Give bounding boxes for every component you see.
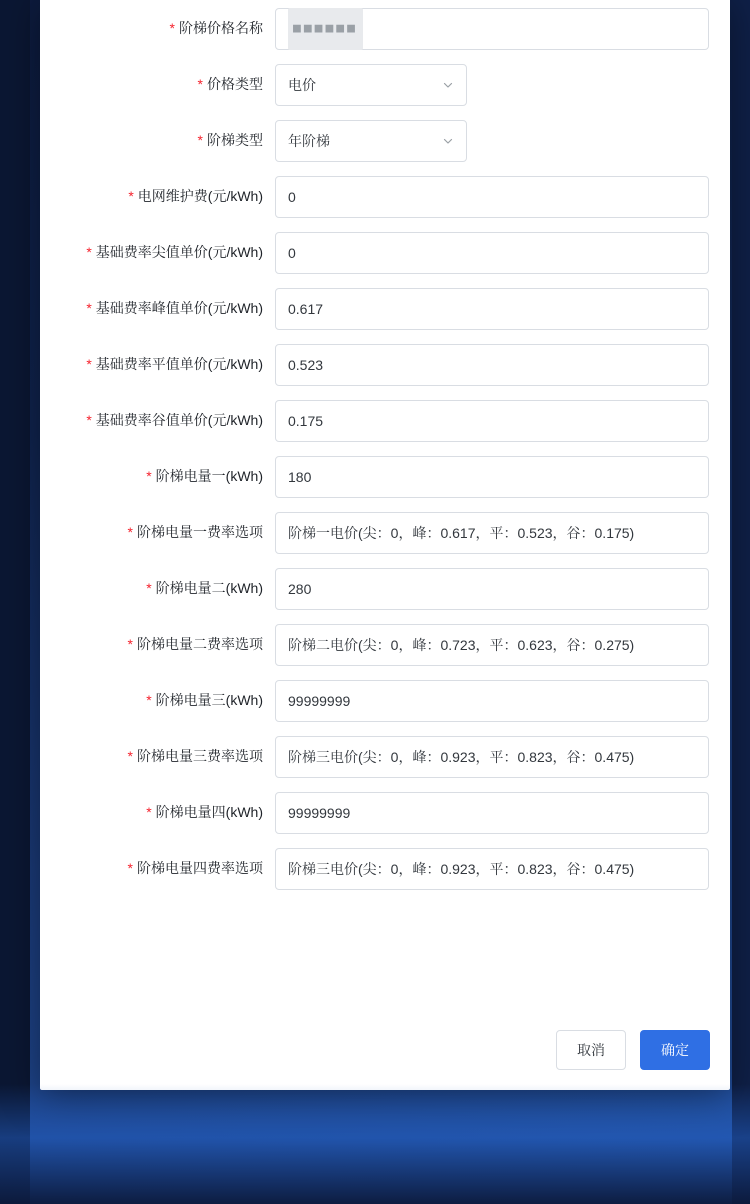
- field-control: [275, 176, 710, 218]
- field-value: ■■■■■■: [288, 8, 363, 50]
- confirm-button[interactable]: 确定: [640, 1030, 710, 1070]
- required-mark: *: [146, 692, 152, 708]
- page-backdrop-right: [732, 0, 750, 1204]
- field-label-text: 阶梯电量二(kWh): [155, 580, 263, 596]
- form-row: [40, 8, 730, 50]
- stepped-price-dialog: [40, 0, 730, 1090]
- field-control: [275, 232, 710, 274]
- field-control: [275, 792, 710, 834]
- text-field[interactable]: [275, 624, 709, 666]
- field-value: 阶梯二电价(尖：0，峰：0.723，平：0.623，谷：0.275): [288, 637, 635, 653]
- field-value: 阶梯一电价(尖：0，峰：0.617，平：0.523，谷：0.175): [288, 525, 635, 541]
- chevron-down-icon[interactable]: [442, 135, 454, 147]
- field-value: 0: [288, 189, 296, 205]
- field-label: [40, 8, 275, 48]
- form-row: [40, 624, 730, 666]
- field-control: [275, 680, 710, 722]
- field-label-text: 阶梯电量二费率选项: [137, 636, 263, 652]
- form-row: [40, 680, 730, 722]
- form-row: [40, 456, 730, 498]
- field-label-text: 基础费率峰值单价(元/kWh): [95, 300, 263, 316]
- field-label: [40, 176, 275, 216]
- required-mark: *: [86, 300, 92, 316]
- required-mark: *: [86, 356, 92, 372]
- text-field[interactable]: [275, 680, 709, 722]
- text-field[interactable]: [275, 288, 709, 330]
- text-field[interactable]: [275, 232, 709, 274]
- field-control: [275, 288, 710, 330]
- field-control: [275, 8, 710, 50]
- select-field[interactable]: [275, 64, 467, 106]
- form-row: [40, 512, 730, 554]
- required-mark: *: [127, 636, 133, 652]
- field-control: [275, 456, 710, 498]
- field-label-text: 阶梯电量三费率选项: [137, 748, 263, 764]
- field-value: 180: [288, 469, 312, 485]
- text-field[interactable]: [275, 568, 709, 610]
- form-row: [40, 64, 730, 106]
- form-row: [40, 176, 730, 218]
- field-label: [40, 568, 275, 608]
- field-control: [275, 512, 710, 554]
- required-mark: *: [197, 76, 203, 92]
- field-label: [40, 792, 275, 832]
- field-value: 0: [288, 245, 296, 261]
- field-value: 阶梯三电价(尖：0，峰：0.923，平：0.823，谷：0.475): [288, 861, 635, 877]
- field-control: [275, 400, 710, 442]
- field-label-text: 阶梯电量一(kWh): [155, 468, 263, 484]
- required-mark: *: [146, 804, 152, 820]
- field-label: [40, 848, 275, 888]
- field-label-text: 基础费率平值单价(元/kWh): [95, 356, 263, 372]
- cancel-button[interactable]: 取消: [556, 1030, 626, 1070]
- stepped-price-form: [40, 0, 730, 890]
- required-mark: *: [127, 860, 133, 876]
- field-value: 年阶梯: [288, 133, 330, 149]
- required-mark: *: [86, 244, 92, 260]
- field-label-text: 电网维护费(元/kWh): [137, 188, 263, 204]
- field-control: [275, 624, 710, 666]
- field-value: 99999999: [288, 693, 351, 709]
- page-backdrop-left: [0, 0, 30, 1204]
- field-label: [40, 400, 275, 440]
- field-label: [40, 288, 275, 328]
- field-value: 0.617: [288, 301, 324, 317]
- text-field[interactable]: [275, 736, 709, 778]
- field-value: 0.523: [288, 357, 324, 373]
- field-value: 280: [288, 581, 312, 597]
- field-label-text: 阶梯价格名称: [179, 20, 263, 36]
- required-mark: *: [146, 468, 152, 484]
- field-label: [40, 680, 275, 720]
- form-row: [40, 736, 730, 778]
- form-row: [40, 288, 730, 330]
- field-label: [40, 232, 275, 272]
- form-row: [40, 120, 730, 162]
- field-control: [275, 64, 710, 106]
- field-label-text: 阶梯电量四(kWh): [155, 804, 263, 820]
- required-mark: *: [197, 132, 203, 148]
- field-value: 电价: [288, 77, 316, 93]
- required-mark: *: [86, 412, 92, 428]
- form-row: [40, 400, 730, 442]
- text-field[interactable]: [275, 848, 709, 890]
- field-label: [40, 512, 275, 552]
- text-field[interactable]: [275, 792, 709, 834]
- text-field[interactable]: [275, 176, 709, 218]
- field-control: [275, 568, 710, 610]
- field-control: [275, 736, 710, 778]
- field-control: [275, 344, 710, 386]
- field-label-text: 价格类型: [207, 76, 263, 92]
- field-control: [275, 120, 710, 162]
- required-mark: *: [169, 20, 175, 36]
- select-field[interactable]: [275, 120, 467, 162]
- required-mark: *: [128, 188, 134, 204]
- field-label: [40, 624, 275, 664]
- field-label-text: 基础费率尖值单价(元/kWh): [95, 244, 263, 260]
- chevron-down-icon[interactable]: [442, 79, 454, 91]
- page-glow: [0, 1084, 750, 1204]
- field-label: [40, 120, 275, 160]
- text-field[interactable]: [275, 512, 709, 554]
- form-row: [40, 232, 730, 274]
- field-label-text: 阶梯电量三(kWh): [155, 692, 263, 708]
- required-mark: *: [127, 524, 133, 540]
- field-control: [275, 848, 710, 890]
- field-label: [40, 344, 275, 384]
- field-label-text: 阶梯电量一费率选项: [137, 524, 263, 540]
- form-row: [40, 792, 730, 834]
- field-value: 0.175: [288, 413, 324, 429]
- form-row: [40, 568, 730, 610]
- text-field[interactable]: [275, 400, 709, 442]
- text-field[interactable]: [275, 344, 709, 386]
- field-value: 99999999: [288, 805, 351, 821]
- form-row: [40, 344, 730, 386]
- field-label: [40, 456, 275, 496]
- text-field[interactable]: [275, 456, 709, 498]
- required-mark: *: [146, 580, 152, 596]
- field-value: 阶梯三电价(尖：0，峰：0.923，平：0.823，谷：0.475): [288, 749, 635, 765]
- required-mark: *: [127, 748, 133, 764]
- text-field[interactable]: [275, 8, 709, 50]
- form-row: [40, 848, 730, 890]
- field-label-text: 基础费率谷值单价(元/kWh): [95, 412, 263, 428]
- field-label: [40, 64, 275, 104]
- field-label: [40, 736, 275, 776]
- field-label-text: 阶梯类型: [207, 132, 263, 148]
- dialog-footer: [556, 1030, 710, 1070]
- field-label-text: 阶梯电量四费率选项: [137, 860, 263, 876]
